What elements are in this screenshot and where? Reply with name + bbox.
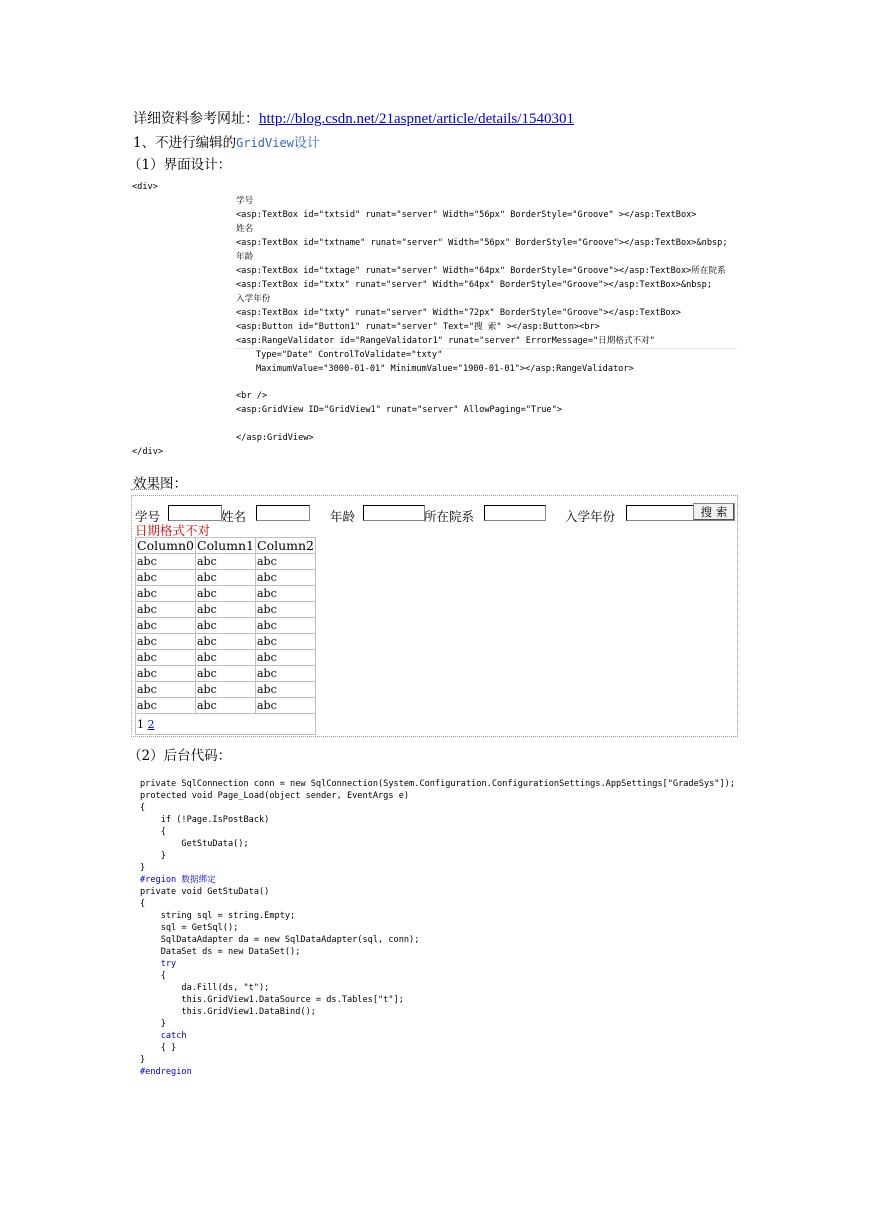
subheading-ui-design: （1）界面设计：: [128, 157, 232, 173]
grid-cell: abc: [196, 650, 256, 666]
markup-line: <asp:TextBox id="txtage" runat="server" Width="64px" BorderStyle="Groove"></asp:TextBox>所在院系: [236, 266, 726, 276]
grid-cell: abc: [196, 682, 256, 698]
pager-row: [136, 714, 316, 735]
markup-line: 入学年份: [236, 294, 271, 304]
label-department: 所在院系: [424, 509, 475, 524]
grid-cell: abc: [256, 698, 316, 714]
grid-cell: abc: [256, 586, 316, 602]
grid-cell: abc: [196, 602, 256, 618]
markup-line: 年龄: [236, 252, 254, 262]
markup-line: <asp:TextBox id="txty" runat="server" Width="72px" BorderStyle="Groove"></asp:TextBox>: [236, 308, 681, 318]
age-input[interactable]: [363, 505, 425, 521]
code-line: {: [140, 803, 146, 813]
code-line: DataSet ds = new DataSet();: [140, 947, 301, 957]
grid-cell: abc: [136, 554, 196, 570]
subheading-backend-code: （2）后台代码：: [128, 748, 232, 764]
markup-line: <asp:GridView ID="GridView1" runat="server" AllowPaging="True">: [236, 405, 562, 415]
markup-line-div-open: <div>: [132, 182, 158, 192]
code-line: private SqlConnection conn = new SqlConnection(System.Configuration.ConfigurationSettings.AppSettings["GradeSys"]);: [140, 779, 735, 789]
grid-cell: abc: [196, 586, 256, 602]
markup-line: <asp:TextBox id="txtsid" runat="server" Width="56px" BorderStyle="Groove" ></asp:TextBox>: [236, 210, 697, 220]
table-row: [136, 682, 316, 698]
grid-cell: abc: [196, 618, 256, 634]
code-line: this.GridView1.DataSource = ds.Tables["t"];: [140, 995, 404, 1005]
code-line: }: [140, 1019, 166, 1029]
grid-cell: abc: [196, 554, 256, 570]
effect-label: 效果图：: [133, 476, 187, 492]
code-line: }: [140, 1055, 146, 1065]
label-student-id: 学号: [135, 509, 161, 524]
markup-line: MaximumValue="3000-01-01" MinimumValue="1900-01-01"></asp:RangeValidator>: [256, 364, 634, 374]
markup-line: 姓名: [236, 224, 254, 234]
pager-current-page: 1: [137, 717, 144, 731]
table-row: [136, 698, 316, 714]
grid-header-row: [136, 538, 316, 554]
grid-cell: abc: [256, 570, 316, 586]
section-heading: [133, 131, 320, 151]
grid-cell: abc: [136, 586, 196, 602]
code-line: { }: [140, 1043, 177, 1053]
table-row: [136, 618, 316, 634]
label-enroll-year: 入学年份: [565, 509, 616, 524]
markup-line: <asp:Button id="Button1" runat="server" Text="搜 索" ></asp:Button><br>: [236, 322, 600, 332]
code-line: string sql = string.Empty;: [140, 911, 296, 921]
grid-cell: abc: [136, 666, 196, 682]
grid-cell: abc: [256, 682, 316, 698]
code-line: protected void Page_Load(object sender, EventArgs e): [140, 791, 410, 801]
label-age: 年龄: [330, 509, 356, 524]
grid-cell: abc: [136, 602, 196, 618]
reference-link[interactable]: http://blog.csdn.net/21aspnet/article/details/1540301: [259, 111, 574, 127]
enroll-year-input[interactable]: [626, 505, 694, 521]
grid-view: [135, 537, 316, 735]
grid-cell: abc: [136, 650, 196, 666]
grid-cell: abc: [256, 666, 316, 682]
pager-page-link[interactable]: 2: [147, 717, 155, 731]
section-suffix: 设计: [293, 136, 320, 151]
reference-label: 详细资料参考网址：: [133, 111, 259, 127]
grid-cell: abc: [196, 698, 256, 714]
table-row: [136, 570, 316, 586]
grid-cell: abc: [256, 618, 316, 634]
table-row: [136, 666, 316, 682]
grid-header: Column2: [257, 538, 314, 553]
grid-cell: abc: [196, 666, 256, 682]
code-line: }: [140, 851, 166, 861]
code-line: {: [140, 899, 146, 909]
grid-cell: abc: [136, 634, 196, 650]
grid-cell: abc: [196, 634, 256, 650]
code-line: {: [140, 827, 166, 837]
markup-line: <asp:TextBox id="txtx" runat="server" Width="64px" BorderStyle="Groove"></asp:TextBox>&nbsp;: [236, 280, 712, 290]
grid-cell: abc: [136, 698, 196, 714]
code-line: private void GetStuData(): [140, 887, 270, 897]
validation-error: 日期格式不对: [135, 523, 211, 538]
markup-line: 学号: [236, 196, 254, 206]
code-line: if (!Page.IsPostBack): [140, 815, 270, 825]
grid-header: Column0: [137, 538, 194, 553]
name-input[interactable]: [256, 505, 310, 521]
grid-cell: abc: [256, 650, 316, 666]
markup-line-div-close: </div>: [132, 447, 164, 457]
table-row: [136, 650, 316, 666]
grid-cell: abc: [196, 570, 256, 586]
section-prefix: 1、不进行编辑的: [133, 135, 237, 151]
code-line: catch: [140, 1031, 187, 1041]
label-name: 姓名: [221, 509, 247, 524]
search-button[interactable]: 搜 索: [693, 503, 735, 521]
table-row: [136, 554, 316, 570]
code-line: this.GridView1.DataBind();: [140, 1007, 316, 1017]
markup-line: <asp:RangeValidator id="RangeValidator1" runat="server" ErrorMessage="日期格式不对": [236, 336, 655, 346]
grid-cell: abc: [136, 682, 196, 698]
markup-line: </asp:GridView>: [236, 433, 314, 443]
department-input[interactable]: [484, 505, 546, 521]
table-row: [136, 634, 316, 650]
code-line: {: [140, 971, 166, 981]
markup-line: <asp:TextBox id="txtname" runat="server" Width="56px" BorderStyle="Groove"></asp:TextBox>&nbsp;: [236, 238, 728, 248]
code-line: #region 数据绑定: [140, 875, 216, 885]
grid-cell: abc: [256, 554, 316, 570]
pager: [136, 714, 316, 735]
grid-cell: abc: [136, 618, 196, 634]
grid-cell: abc: [256, 634, 316, 650]
reference-line: [133, 108, 574, 128]
markup-line: Type="Date" ControlToValidate="txty": [256, 350, 443, 360]
student-id-input[interactable]: [168, 505, 222, 521]
markup-line: <br />: [236, 391, 268, 401]
code-line: sql = GetSql();: [140, 923, 239, 933]
code-line: try: [140, 959, 177, 969]
section-term: GridView: [236, 136, 294, 150]
grid-header: Column1: [197, 538, 254, 553]
code-line: }: [140, 863, 146, 873]
table-row: [136, 602, 316, 618]
grid-cell: abc: [136, 570, 196, 586]
grid-cell: abc: [256, 602, 316, 618]
table-row: [136, 586, 316, 602]
code-line: #endregion: [140, 1067, 192, 1077]
code-line: SqlDataAdapter da = new SqlDataAdapter(sql, conn);: [140, 935, 420, 945]
code-line: GetStuData();: [140, 839, 249, 849]
code-line: da.Fill(ds, "t");: [140, 983, 270, 993]
